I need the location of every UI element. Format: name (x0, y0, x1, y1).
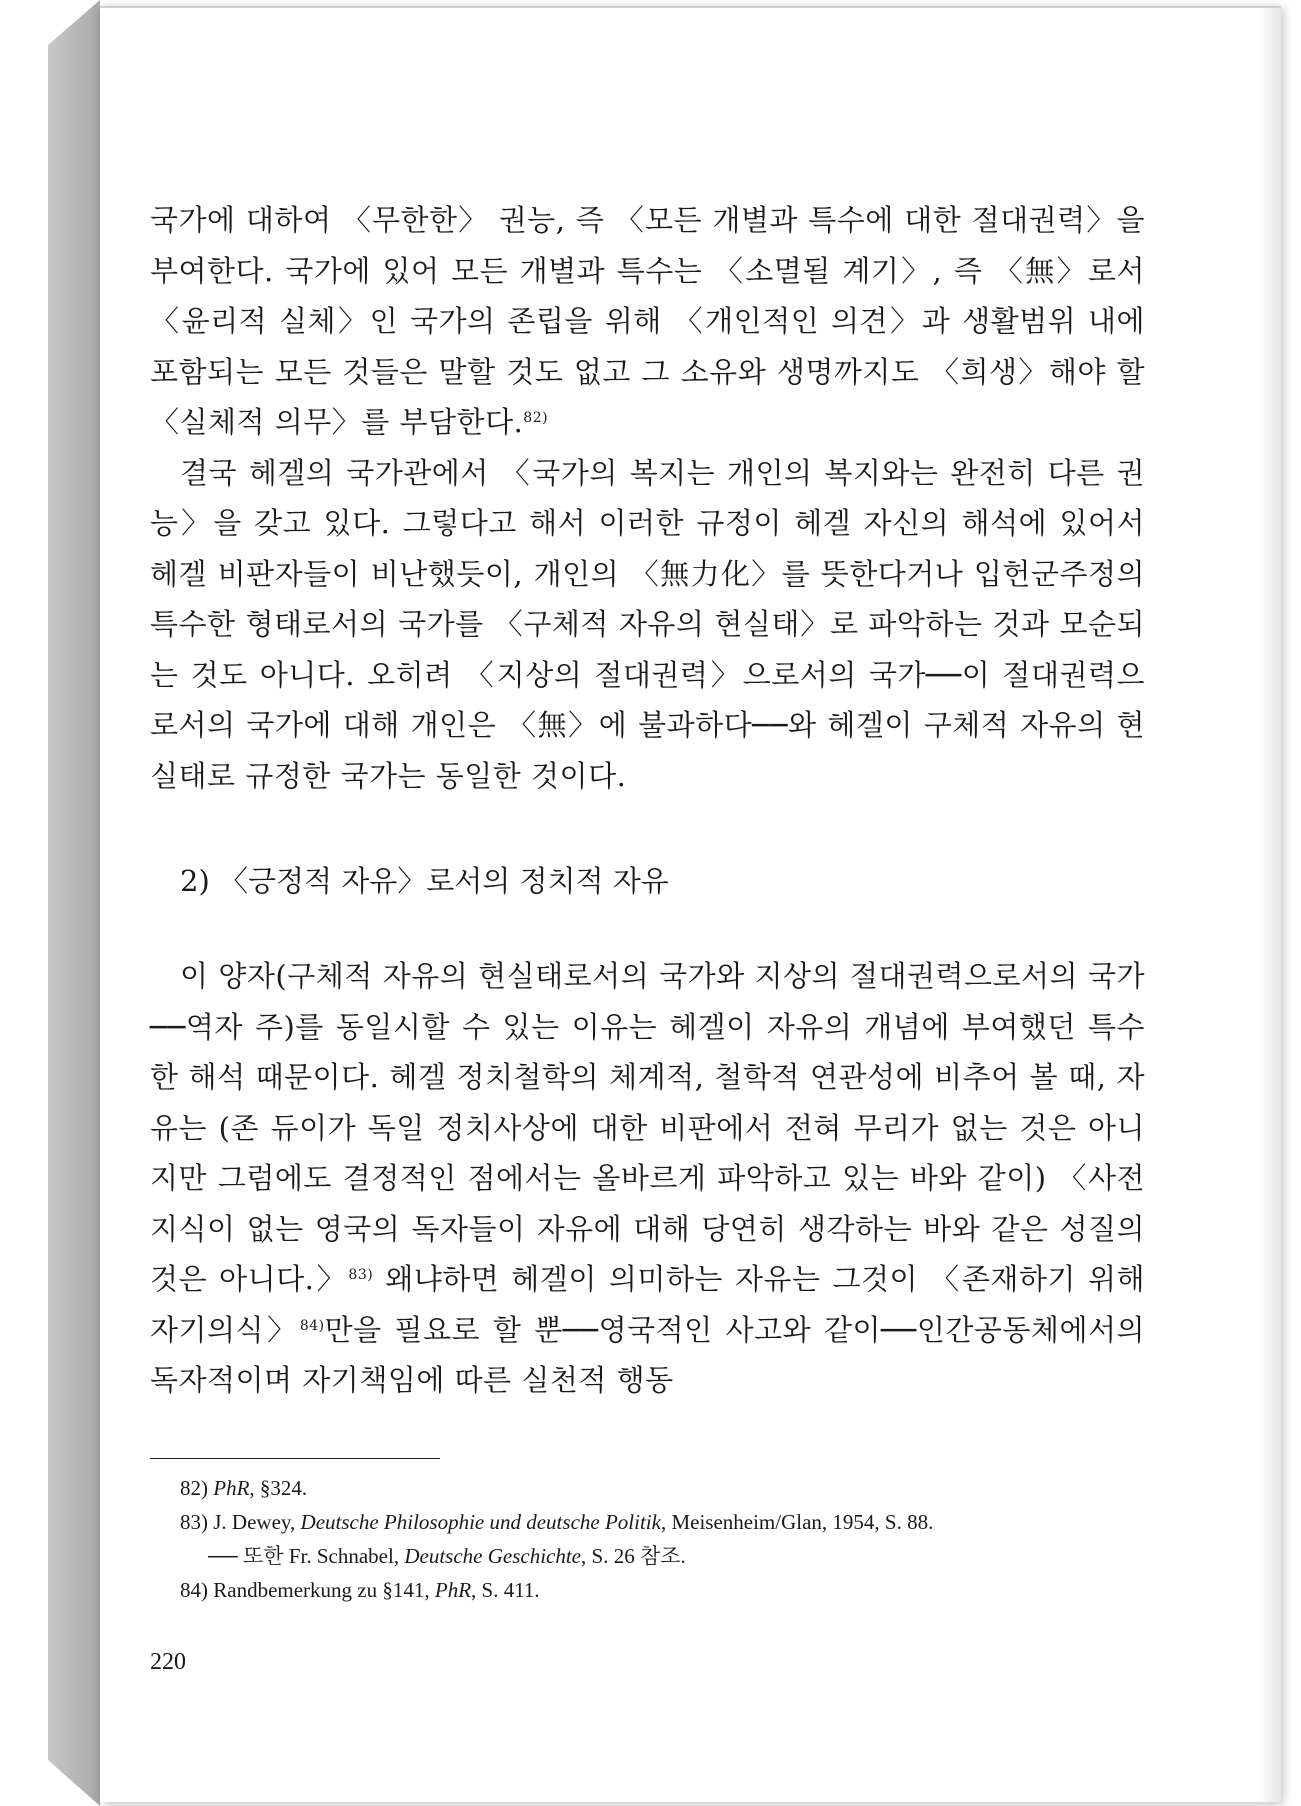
footnote-84 (150, 1573, 1145, 1607)
book-spine (48, 0, 100, 1806)
footnote-83-rest: , Meisenheim/Glan, 1954, S. 88. (660, 1509, 934, 1534)
footnote-83-number: 83) (180, 1509, 208, 1534)
page-edge-shadow (1259, 8, 1281, 1802)
footnote-84-pre: Randbemerkung zu §141, (208, 1577, 435, 1602)
footnote-83-cont-title: Deutsche Geschichte (404, 1543, 582, 1568)
paragraph-1-text: 국가에 대하여 〈무한한〉 권능, 즉 〈모든 개별과 특수에 대한 절대권력〉을 부여한다. 국가에 있어 모든 개별과 특수는 〈소멸될 계기〉, 즉 〈無〉로서 〈윤리적 실체〉인 국가의 존립을 위해 〈개인적인 의견〉과 생활범위 내에 포함되는 모든 것들은 말할 것도 없고 그 소유와 생명까지도 〈희생〉해야 할 〈실체적 의무〉를 부담한다. (150, 203, 1145, 439)
footnote-83 (150, 1505, 1145, 1539)
footnote-ref-82: 82) (523, 410, 549, 426)
footnote-divider (150, 1458, 440, 1459)
footnote-ref-83: 83) (348, 1267, 374, 1283)
paragraph-3 (150, 951, 1145, 1406)
paragraph-2: 결국 헤겔의 국가관에서 〈국가의 복지는 개인의 복지와는 완전히 다른 권능〉을 갖고 있다. 그렇다고 해서 이러한 규정이 헤겔 자신의 해석에 있어서 헤겔 비판자들이 비난했듯이, 개인의 〈無力化〉를 뜻한다거나 입헌군주정의 특수한 형태로서의 국가를 〈구체적 자유의 현실태〉로 파악하는 것과 모순되는 것도 아니다. 오히려 〈지상의 절대권력〉으로서의 국가──이 절대권력으로서의 국가에 대해 개인은 〈無〉에 불과하다──와 헤겔이 구체적 자유의 현실태로 규정한 국가는 동일한 것이다. (150, 455, 1145, 793)
footnote-84-rest: , S. 411. (471, 1577, 540, 1602)
footnote-ref-84: 84) (299, 1317, 325, 1334)
footnote-82 (150, 1471, 1145, 1505)
footnote-83-continuation (150, 1539, 1145, 1573)
footnote-84-title: PhR (434, 1577, 472, 1602)
footnote-84-number: 84) (180, 1577, 208, 1602)
footnote-83-cont-pre: ── 또한 Fr. Schnabel, (208, 1543, 405, 1568)
paragraph-3-part-1: 이 양자(구체적 자유의 현실태로서의 국가와 지상의 절대권력으로서의 국가──역자 주)를 동일시할 수 있는 이유는 헤겔이 자유의 개념에 부여했던 특수한 해석 때문이다. 헤겔 정치철학의 체계적, 철학적 연관성에 비추어 볼 때, 자유는 (존 듀이가 독일 정치사상에 대한 비판에서 전혀 무리가 없는 것은 아니지만 그럼에도 결정적인 점에서는 올바르게 파악하고 있는 바와 같이) 〈사전지식이 없는 영국의 독자들이 자유에 대해 당연히 생각하는 바와 같은 성질의 것은 아니다.〉 (150, 959, 1145, 1296)
footnote-82-title: PhR (213, 1475, 250, 1500)
page-content (150, 195, 1145, 1676)
section-heading: 2) 〈긍정적 자유〉로서의 정치적 자유 (180, 864, 669, 898)
footnotes (150, 1471, 1145, 1607)
footnote-83-author: J. Dewey, (208, 1509, 301, 1534)
footnote-83-cont-rest: , S. 26 참조. (581, 1543, 686, 1568)
footnote-82-rest: , §324. (249, 1475, 308, 1500)
footnote-82-number: 82) (180, 1475, 208, 1500)
footnote-83-title: Deutsche Philosophie und deutsche Politik (300, 1509, 661, 1534)
paragraph-3-part-2: 왜냐하면 헤겔이 의미하는 자유는 그것이 〈존재하기 위해 자기의식〉 (150, 1262, 1145, 1347)
paragraph-1 (150, 195, 1145, 448)
paragraph-3-part-3: 만을 필요로 할 뿐──영국적인 사고와 같이──인간공동체에서의 독자적이며 자기책임에 따른 실천적 행동 (150, 1312, 1145, 1397)
page-number: 220 (150, 1648, 186, 1675)
